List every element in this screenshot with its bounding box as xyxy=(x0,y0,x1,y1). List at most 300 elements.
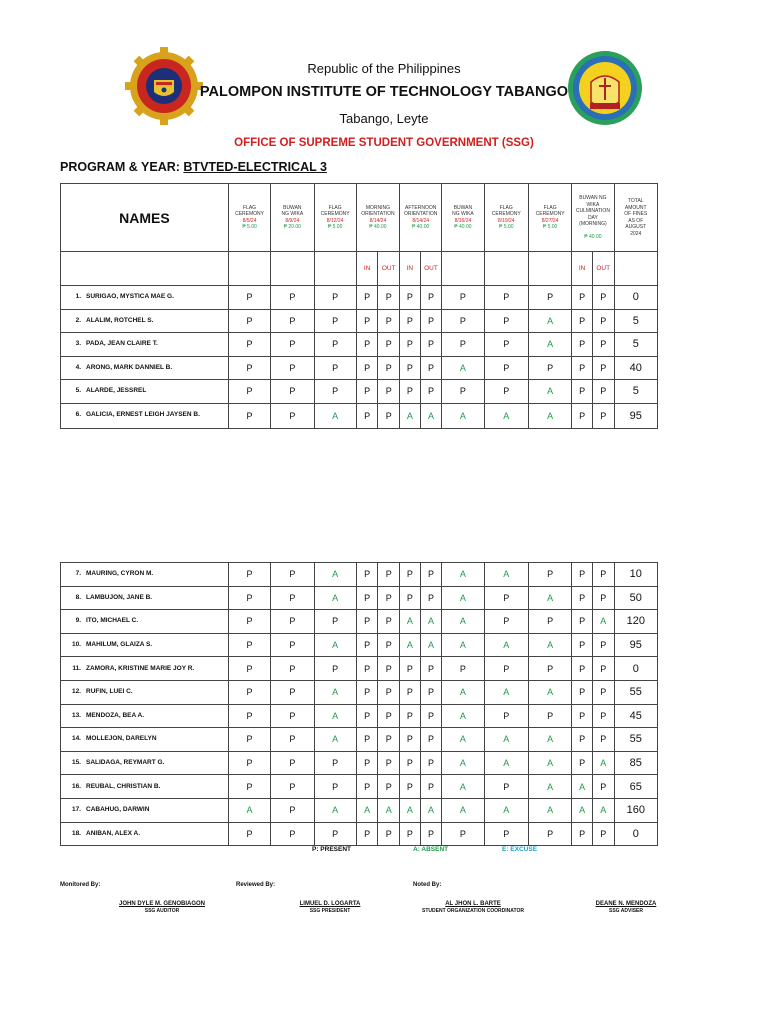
attendance-mark: P xyxy=(271,380,314,404)
attendance-mark: P xyxy=(356,728,378,752)
blank-cell xyxy=(61,252,229,286)
attendance-mark: P xyxy=(271,798,314,822)
attendance-mark: A xyxy=(592,751,614,775)
event-header xyxy=(484,184,528,252)
attendance-mark: P xyxy=(400,563,421,587)
event-date: 8/14/24 xyxy=(412,217,430,224)
attendance-mark: P xyxy=(378,403,400,428)
student-row xyxy=(61,775,658,799)
attendance-mark: P xyxy=(420,286,442,310)
attendance-mark: A xyxy=(528,728,571,752)
attendance-mark: P xyxy=(572,633,593,657)
attendance-mark: P xyxy=(572,704,593,728)
total-fine: 55 xyxy=(614,680,657,704)
attendance-mark: P xyxy=(420,728,442,752)
event-info xyxy=(357,205,399,231)
signature-president xyxy=(255,900,405,915)
attendance-mark: A xyxy=(442,586,484,610)
attendance-mark: A xyxy=(420,798,442,822)
student-name: RUFIN, LUEI C. xyxy=(86,688,133,696)
event-date: 8/9/24 xyxy=(285,217,300,224)
attendance-mark: P xyxy=(400,356,421,380)
blank-cell xyxy=(228,252,270,286)
student-number: 13. xyxy=(71,711,81,719)
noted-by-label: Noted By: xyxy=(413,882,442,888)
attendance-mark: P xyxy=(420,563,442,587)
student-name-cell xyxy=(61,309,229,333)
attendance-mark: A xyxy=(528,751,571,775)
attendance-mark: P xyxy=(314,822,356,846)
attendance-mark: A xyxy=(314,563,356,587)
event-name: FLAG CEREMONY xyxy=(235,204,264,217)
attendance-mark: P xyxy=(420,680,442,704)
attendance-mark: P xyxy=(420,333,442,357)
attendance-mark: P xyxy=(484,610,528,634)
attendance-mark: P xyxy=(228,309,270,333)
event-name: BUWAN NG WIKA xyxy=(452,204,474,217)
attendance-mark: P xyxy=(228,356,270,380)
attendance-mark: P xyxy=(484,380,528,404)
student-row xyxy=(61,680,658,704)
attendance-mark: A xyxy=(528,798,571,822)
header-row xyxy=(61,184,658,252)
student-row xyxy=(61,633,658,657)
attendance-mark: P xyxy=(528,822,571,846)
attendance-mark: P xyxy=(442,657,484,681)
attendance-mark: P xyxy=(592,356,614,380)
attendance-mark: A xyxy=(420,403,442,428)
student-name-cell xyxy=(61,728,229,752)
event-name: FLAG CEREMONY xyxy=(535,204,565,217)
student-name-cell xyxy=(61,333,229,357)
student-name: LAMBUJON, JANE B. xyxy=(86,593,153,601)
attendance-mark: P xyxy=(400,380,421,404)
attendance-mark: A xyxy=(400,798,421,822)
institution-name: PALOMPON INSTITUTE OF TECHNOLOGY TABANGO xyxy=(199,84,569,100)
event-fine: ₱ 5.00 xyxy=(242,224,257,230)
total-fine: 5 xyxy=(614,333,657,357)
attendance-mark: P xyxy=(271,563,314,587)
attendance-mark: P xyxy=(356,775,378,799)
in-label: IN xyxy=(356,252,378,286)
attendance-mark: P xyxy=(228,586,270,610)
attendance-mark: P xyxy=(228,563,270,587)
attendance-mark: P xyxy=(528,563,571,587)
student-row xyxy=(61,563,658,587)
attendance-mark: P xyxy=(442,309,484,333)
out-label: OUT xyxy=(378,252,400,286)
program-value: BTVTED-ELECTRICAL 3 xyxy=(183,160,327,174)
student-number: 15. xyxy=(71,758,81,766)
student-row xyxy=(61,286,658,310)
student-number: 3. xyxy=(75,340,81,348)
attendance-mark: P xyxy=(592,680,614,704)
attendance-mark: A xyxy=(528,680,571,704)
attendance-mark: P xyxy=(356,633,378,657)
attendance-mark: P xyxy=(378,657,400,681)
attendance-mark: P xyxy=(356,356,378,380)
attendance-mark: A xyxy=(442,751,484,775)
attendance-mark: P xyxy=(271,728,314,752)
event-name: BUWAN NG WIKA xyxy=(281,204,304,217)
event-name: AFTERNOON ORIENTATION xyxy=(403,204,438,217)
attendance-mark: P xyxy=(572,586,593,610)
attendance-mark: A xyxy=(528,403,571,428)
student-number: 10. xyxy=(71,641,81,649)
event-name: BUWAN NG WIKA CULMINATION DAY (MORNING) xyxy=(575,195,610,227)
event-fine: ₱ 40.00 xyxy=(454,224,472,230)
event-info xyxy=(229,205,270,231)
event-date: 8/12/24 xyxy=(326,217,344,224)
student-row xyxy=(61,798,658,822)
attendance-mark: P xyxy=(271,775,314,799)
student-name-cell xyxy=(61,798,229,822)
total-fine: 55 xyxy=(614,728,657,752)
attendance-mark: P xyxy=(442,286,484,310)
attendance-mark: P xyxy=(592,586,614,610)
attendance-mark: P xyxy=(378,633,400,657)
attendance-mark: P xyxy=(420,380,442,404)
student-number: 5. xyxy=(75,387,81,395)
attendance-mark: P xyxy=(228,728,270,752)
student-name: SURIGAO, MYSTICA MAE G. xyxy=(86,293,174,301)
attendance-mark: A xyxy=(484,680,528,704)
attendance-mark: A xyxy=(442,403,484,428)
student-number: 12. xyxy=(71,688,81,696)
student-number: 1. xyxy=(75,293,81,301)
attendance-mark: A xyxy=(314,728,356,752)
student-name: MENDOZA, BEA A. xyxy=(86,711,145,719)
attendance-mark: P xyxy=(592,563,614,587)
attendance-mark: P xyxy=(484,333,528,357)
student-row xyxy=(61,309,658,333)
attendance-mark: P xyxy=(572,356,593,380)
attendance-mark: P xyxy=(592,704,614,728)
event-info xyxy=(315,205,356,231)
signatory-role: SSG AUDITOR xyxy=(144,908,180,915)
student-name-cell xyxy=(61,657,229,681)
signature-coordinator xyxy=(398,900,548,915)
attendance-mark: P xyxy=(400,586,421,610)
attendance-mark: P xyxy=(271,633,314,657)
attendance-mark: P xyxy=(271,704,314,728)
event-fine: ₱ 5.00 xyxy=(499,224,514,230)
student-name-cell xyxy=(61,403,229,428)
student-row xyxy=(61,610,658,634)
attendance-mark: P xyxy=(271,403,314,428)
total-fine: 160 xyxy=(614,798,657,822)
attendance-mark: A xyxy=(314,403,356,428)
attendance-mark: P xyxy=(314,657,356,681)
event-info xyxy=(271,205,313,231)
student-name: MAHILUM, GLAIZA S. xyxy=(86,641,153,649)
total-fine: 0 xyxy=(614,657,657,681)
attendance-mark: P xyxy=(572,563,593,587)
attendance-mark: P xyxy=(484,309,528,333)
student-number: 9. xyxy=(75,617,81,625)
blank-cell xyxy=(528,252,571,286)
attendance-mark: P xyxy=(420,309,442,333)
attendance-mark: P xyxy=(314,333,356,357)
attendance-mark: P xyxy=(271,333,314,357)
attendance-mark: P xyxy=(356,333,378,357)
legend-absent: A: ABSENT xyxy=(413,846,449,853)
attendance-mark: P xyxy=(356,610,378,634)
attendance-mark: P xyxy=(228,680,270,704)
event-fine: ₱ 20.00 xyxy=(283,224,301,230)
attendance-mark: P xyxy=(378,380,400,404)
out-label: OUT xyxy=(592,252,614,286)
out-label: OUT xyxy=(420,252,442,286)
attendance-mark: A xyxy=(442,704,484,728)
attendance-mark: P xyxy=(356,657,378,681)
student-number: 8. xyxy=(75,593,81,601)
attendance-mark: P xyxy=(356,586,378,610)
attendance-mark: A xyxy=(400,403,421,428)
total-fine: 5 xyxy=(614,309,657,333)
attendance-mark: P xyxy=(378,751,400,775)
attendance-mark: P xyxy=(378,586,400,610)
attendance-mark: A xyxy=(442,680,484,704)
attendance-mark: P xyxy=(528,657,571,681)
attendance-mark: P xyxy=(400,775,421,799)
student-number: 14. xyxy=(71,735,81,743)
student-name: ALALIM, ROTCHEL S. xyxy=(86,316,154,324)
blank-cell xyxy=(271,252,314,286)
student-name: ITO, MICHAEL C. xyxy=(86,617,139,625)
attendance-mark: P xyxy=(484,822,528,846)
attendance-mark: P xyxy=(572,403,593,428)
attendance-mark: P xyxy=(228,822,270,846)
attendance-mark: P xyxy=(592,657,614,681)
student-name: GALICIA, ERNEST LEIGH JAYSEN B. xyxy=(86,411,200,419)
event-info xyxy=(442,205,483,231)
attendance-mark: A xyxy=(228,798,270,822)
attendance-mark: P xyxy=(592,403,614,428)
attendance-mark: P xyxy=(228,657,270,681)
attendance-mark: A xyxy=(528,333,571,357)
attendance-table-2 xyxy=(60,562,658,846)
attendance-mark: P xyxy=(378,728,400,752)
names-header: NAMES xyxy=(61,184,229,252)
signatory-role: SSG PRESIDENT xyxy=(309,908,351,915)
signatory-role: SSG ADVISER xyxy=(609,908,643,915)
attendance-mark: A xyxy=(484,751,528,775)
student-name: SALIDAGA, REYMART G. xyxy=(86,758,165,766)
student-number: 17. xyxy=(71,806,81,814)
attendance-mark: P xyxy=(484,704,528,728)
attendance-mark: P xyxy=(400,309,421,333)
attendance-mark: A xyxy=(400,610,421,634)
attendance-mark: P xyxy=(356,822,378,846)
attendance-mark: A xyxy=(420,610,442,634)
attendance-mark: P xyxy=(400,728,421,752)
attendance-mark: P xyxy=(228,380,270,404)
attendance-mark: P xyxy=(484,586,528,610)
total-fine: 65 xyxy=(614,775,657,799)
student-name: ALARDE, JESSREL xyxy=(86,387,147,395)
attendance-mark: A xyxy=(572,775,593,799)
student-name: MOLLEJON, DARELYN xyxy=(86,735,157,743)
student-number: 7. xyxy=(75,570,81,578)
location-line: Tabango, Leyte xyxy=(339,111,429,126)
student-name: PADA, JEAN CLAIRE T. xyxy=(86,340,158,348)
attendance-mark: P xyxy=(356,403,378,428)
total-header-text: TOTAL AMOUNT OF FINES AS OF AUGUST 2024 xyxy=(624,198,648,237)
attendance-mark: P xyxy=(528,356,571,380)
attendance-mark: P xyxy=(528,286,571,310)
attendance-mark: P xyxy=(314,356,356,380)
attendance-mark: P xyxy=(314,751,356,775)
attendance-mark: A xyxy=(484,728,528,752)
attendance-mark: P xyxy=(314,610,356,634)
blank-cell xyxy=(484,252,528,286)
attendance-mark: A xyxy=(484,403,528,428)
total-fine: 0 xyxy=(614,286,657,310)
in-label: IN xyxy=(400,252,421,286)
attendance-mark: P xyxy=(572,380,593,404)
total-fine: 120 xyxy=(614,610,657,634)
event-date: 8/19/24 xyxy=(497,217,515,224)
event-date: 8/16/24 xyxy=(454,217,472,224)
program-year xyxy=(60,160,327,174)
reviewed-by-label: Reviewed By: xyxy=(236,882,276,888)
attendance-mark: P xyxy=(271,586,314,610)
attendance-mark: A xyxy=(442,610,484,634)
student-name-cell xyxy=(61,610,229,634)
attendance-mark: P xyxy=(378,563,400,587)
attendance-mark: P xyxy=(378,775,400,799)
attendance-mark: P xyxy=(420,657,442,681)
student-row xyxy=(61,403,658,428)
student-number: 4. xyxy=(75,363,81,371)
attendance-mark: P xyxy=(592,728,614,752)
total-fine: 50 xyxy=(614,586,657,610)
attendance-mark: A xyxy=(528,380,571,404)
attendance-mark: P xyxy=(592,333,614,357)
attendance-mark: A xyxy=(378,798,400,822)
attendance-mark: P xyxy=(400,680,421,704)
event-header xyxy=(442,184,484,252)
event-info xyxy=(529,205,571,231)
student-row xyxy=(61,728,658,752)
event-fine: ₱ 40.00 xyxy=(369,224,387,230)
attendance-mark: P xyxy=(356,563,378,587)
total-header xyxy=(614,184,657,252)
attendance-mark: P xyxy=(572,286,593,310)
student-number: 6. xyxy=(75,411,81,419)
student-name: CABAHUG, DARWIN xyxy=(86,806,150,814)
event-name: FLAG CEREMONY xyxy=(491,204,521,217)
attendance-mark: P xyxy=(356,680,378,704)
event-date: 8/5/24 xyxy=(242,217,257,224)
student-name-cell xyxy=(61,680,229,704)
attendance-mark: P xyxy=(572,610,593,634)
attendance-mark: P xyxy=(356,380,378,404)
attendance-mark: A xyxy=(484,563,528,587)
blank-cell xyxy=(314,252,356,286)
attendance-mark: P xyxy=(271,822,314,846)
student-name-cell xyxy=(61,563,229,587)
signatory-name: JOHN DYLE M. GENOBIAGON xyxy=(118,901,205,907)
total-fine: 40 xyxy=(614,356,657,380)
event-fine: ₱ 40.00 xyxy=(584,233,602,240)
signatory-name: LIMUEL D. LOGARTA xyxy=(299,901,361,907)
event-info xyxy=(400,205,441,231)
signatory-name: DEANE N. MENDOZA xyxy=(595,901,657,907)
attendance-mark: P xyxy=(442,822,484,846)
signature-adviser xyxy=(551,900,701,915)
event-fine: ₱ 40.00 xyxy=(412,224,430,230)
attendance-mark: P xyxy=(378,309,400,333)
event-fine: ₱ 5.00 xyxy=(542,224,558,230)
attendance-mark: A xyxy=(442,563,484,587)
attendance-mark: P xyxy=(271,751,314,775)
attendance-mark: A xyxy=(442,798,484,822)
event-header xyxy=(228,184,270,252)
attendance-mark: P xyxy=(378,286,400,310)
event-header xyxy=(356,184,399,252)
student-name: ARONG, MARK DANNIEL B. xyxy=(86,363,173,371)
student-row xyxy=(61,657,658,681)
attendance-mark: P xyxy=(378,333,400,357)
attendance-mark: A xyxy=(314,798,356,822)
attendance-mark: P xyxy=(572,751,593,775)
attendance-mark: P xyxy=(592,775,614,799)
total-fine: 5 xyxy=(614,380,657,404)
attendance-mark: P xyxy=(592,822,614,846)
attendance-mark: A xyxy=(442,633,484,657)
attendance-mark: A xyxy=(314,704,356,728)
attendance-mark: P xyxy=(484,286,528,310)
attendance-mark: A xyxy=(400,633,421,657)
student-name-cell xyxy=(61,704,229,728)
attendance-mark: P xyxy=(572,728,593,752)
event-info xyxy=(572,195,613,240)
in-out-row xyxy=(61,252,658,286)
attendance-mark: P xyxy=(314,309,356,333)
attendance-mark: P xyxy=(484,775,528,799)
attendance-mark: A xyxy=(528,775,571,799)
student-name: MAURING, CYRON M. xyxy=(86,570,154,578)
republic-line: Republic of the Philippines xyxy=(307,61,461,76)
event-header xyxy=(271,184,314,252)
attendance-mark: P xyxy=(592,380,614,404)
attendance-mark: P xyxy=(314,775,356,799)
attendance-mark: P xyxy=(271,680,314,704)
student-number: 18. xyxy=(71,829,81,837)
attendance-mark: P xyxy=(400,751,421,775)
student-name: ANIBAN, ALEX A. xyxy=(86,829,141,837)
student-name-cell xyxy=(61,380,229,404)
attendance-mark: A xyxy=(528,309,571,333)
attendance-mark: P xyxy=(572,680,593,704)
event-fine: ₱ 5.00 xyxy=(327,224,343,230)
attendance-mark: P xyxy=(314,380,356,404)
attendance-mark: P xyxy=(420,356,442,380)
attendance-mark: P xyxy=(528,704,571,728)
student-row xyxy=(61,356,658,380)
attendance-mark: P xyxy=(228,633,270,657)
student-number: 11. xyxy=(72,664,81,672)
student-name: ZAMORA, KRISTINE MARIE JOY R. xyxy=(86,664,195,672)
student-row xyxy=(61,333,658,357)
attendance-mark: A xyxy=(592,798,614,822)
total-fine: 95 xyxy=(614,633,657,657)
legend-excuse: E: EXCUSE xyxy=(502,846,538,853)
student-name: REUBAL, CHRISTIAN B. xyxy=(86,782,161,790)
attendance-mark: P xyxy=(271,356,314,380)
